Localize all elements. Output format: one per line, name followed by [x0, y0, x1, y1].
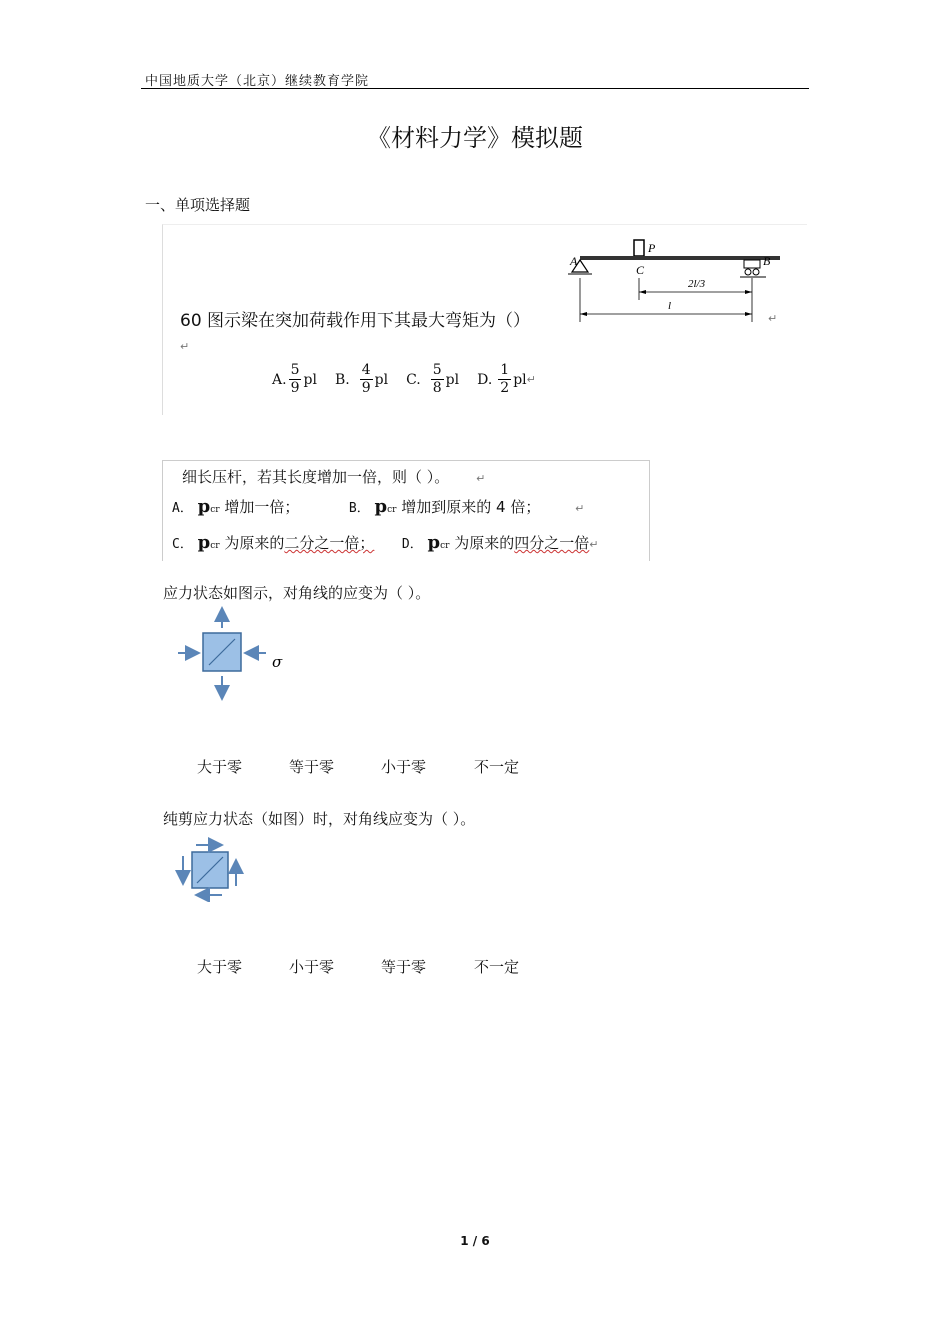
- label-c: C: [636, 263, 645, 277]
- question-4-choices: [0, 956, 950, 978]
- option-c-num: 5: [432, 362, 442, 378]
- choice-c[interactable]: 小于零: [381, 758, 427, 776]
- section-heading: 一、单项选择题: [145, 196, 251, 214]
- option-c-label: C.: [406, 371, 421, 388]
- q1-options: [272, 362, 536, 397]
- question-2-row-cd: [172, 532, 599, 553]
- cr-subscript: cr: [440, 541, 450, 551]
- pure-shear-diagram: [172, 836, 252, 902]
- option-c-text: 为原来的: [224, 534, 285, 552]
- choice-b[interactable]: 等于零: [289, 758, 335, 776]
- p-symbol: p: [427, 532, 441, 553]
- return-mark: ↵: [589, 538, 599, 551]
- p-symbol: p: [197, 496, 211, 517]
- option-c-label: C．: [172, 537, 193, 552]
- option-b-fraction: [360, 362, 373, 397]
- question-1-stem: 60 图示梁在突加荷载作用下其最大弯矩为（）: [180, 311, 531, 331]
- option-a-label: A.: [272, 371, 287, 388]
- return-mark: ↵: [180, 340, 190, 353]
- option-a-label: A．: [172, 501, 193, 516]
- option-c-suffix: pl: [445, 371, 460, 388]
- header-school: 中国地质大学（北京）继续教育学院: [145, 74, 370, 89]
- option-d-text-underlined: 四分之一倍: [514, 534, 590, 552]
- choice-b[interactable]: 小于零: [289, 958, 335, 976]
- option-b-den: 9: [361, 380, 371, 396]
- p-symbol: p: [197, 532, 211, 553]
- cr-subscript: cr: [210, 505, 220, 515]
- option-b-label: B．: [348, 501, 370, 516]
- return-mark: ↵: [768, 312, 778, 325]
- option-d-num: 1: [500, 362, 510, 378]
- option-b-label: B.: [334, 371, 350, 388]
- return-mark: ↵: [575, 502, 585, 515]
- p-symbol: p: [374, 496, 388, 517]
- option-a-text: 增加一倍；: [224, 498, 300, 516]
- label-b: B: [763, 254, 771, 268]
- option-a-suffix: pl: [303, 371, 317, 388]
- sigma-label: σ: [272, 653, 283, 671]
- option-d-fraction: [498, 362, 511, 397]
- question-2-row-ab: [172, 496, 584, 517]
- option-c-text-underlined: 二分之一倍；: [284, 534, 375, 552]
- question-3-choices: [0, 756, 950, 778]
- option-d-suffix: pl: [513, 371, 527, 388]
- option-a-num: 5: [290, 362, 300, 378]
- label-a: A: [570, 254, 578, 268]
- label-p: P: [648, 241, 656, 255]
- beam-diagram: [560, 232, 800, 324]
- header-divider: [141, 88, 809, 89]
- question-4-stem: 纯剪应力状态（如图）时，对角线应变为（ ）。: [163, 810, 476, 828]
- page-number: 1 / 6: [460, 1234, 490, 1248]
- choice-d[interactable]: 不一定: [474, 958, 520, 976]
- option-a-den: 9: [290, 380, 300, 396]
- return-mark: ↵: [526, 373, 536, 386]
- option-d-label: D．: [401, 537, 423, 552]
- load-block: [634, 240, 644, 256]
- option-d-label: D.: [477, 371, 493, 388]
- cr-subscript: cr: [387, 505, 397, 515]
- option-b-suffix: pl: [374, 371, 389, 388]
- question-3-stem: 应力状态如图示，对角线的应变为（ ）。: [163, 584, 431, 602]
- beam: [580, 256, 780, 260]
- choice-c[interactable]: 等于零: [381, 958, 427, 976]
- choice-d[interactable]: 不一定: [474, 758, 520, 776]
- option-a-fraction: [289, 362, 302, 397]
- page-title: 《材料力学》模拟题: [367, 124, 583, 152]
- support-b: [744, 260, 760, 268]
- option-c-fraction: [431, 362, 444, 397]
- question-2-stem: [182, 466, 485, 487]
- option-d-den: 2: [500, 380, 510, 396]
- option-b-num: 4: [361, 362, 371, 378]
- choice-a[interactable]: 大于零: [197, 958, 243, 976]
- option-c-den: 8: [432, 380, 442, 396]
- return-mark: ↵: [476, 472, 486, 485]
- label-l: l: [668, 300, 672, 312]
- cr-subscript: cr: [210, 541, 220, 551]
- stress-element-diagram: [172, 604, 302, 704]
- option-d-text: 为原来的: [454, 534, 515, 552]
- choice-a[interactable]: 大于零: [197, 758, 243, 776]
- option-b-text: 增加到原来的 4 倍；: [401, 498, 541, 516]
- question-2-stem-text: 细长压杆，若其长度增加一倍，则（ ）。: [182, 468, 450, 486]
- label-2l3: 2l/3: [688, 278, 706, 290]
